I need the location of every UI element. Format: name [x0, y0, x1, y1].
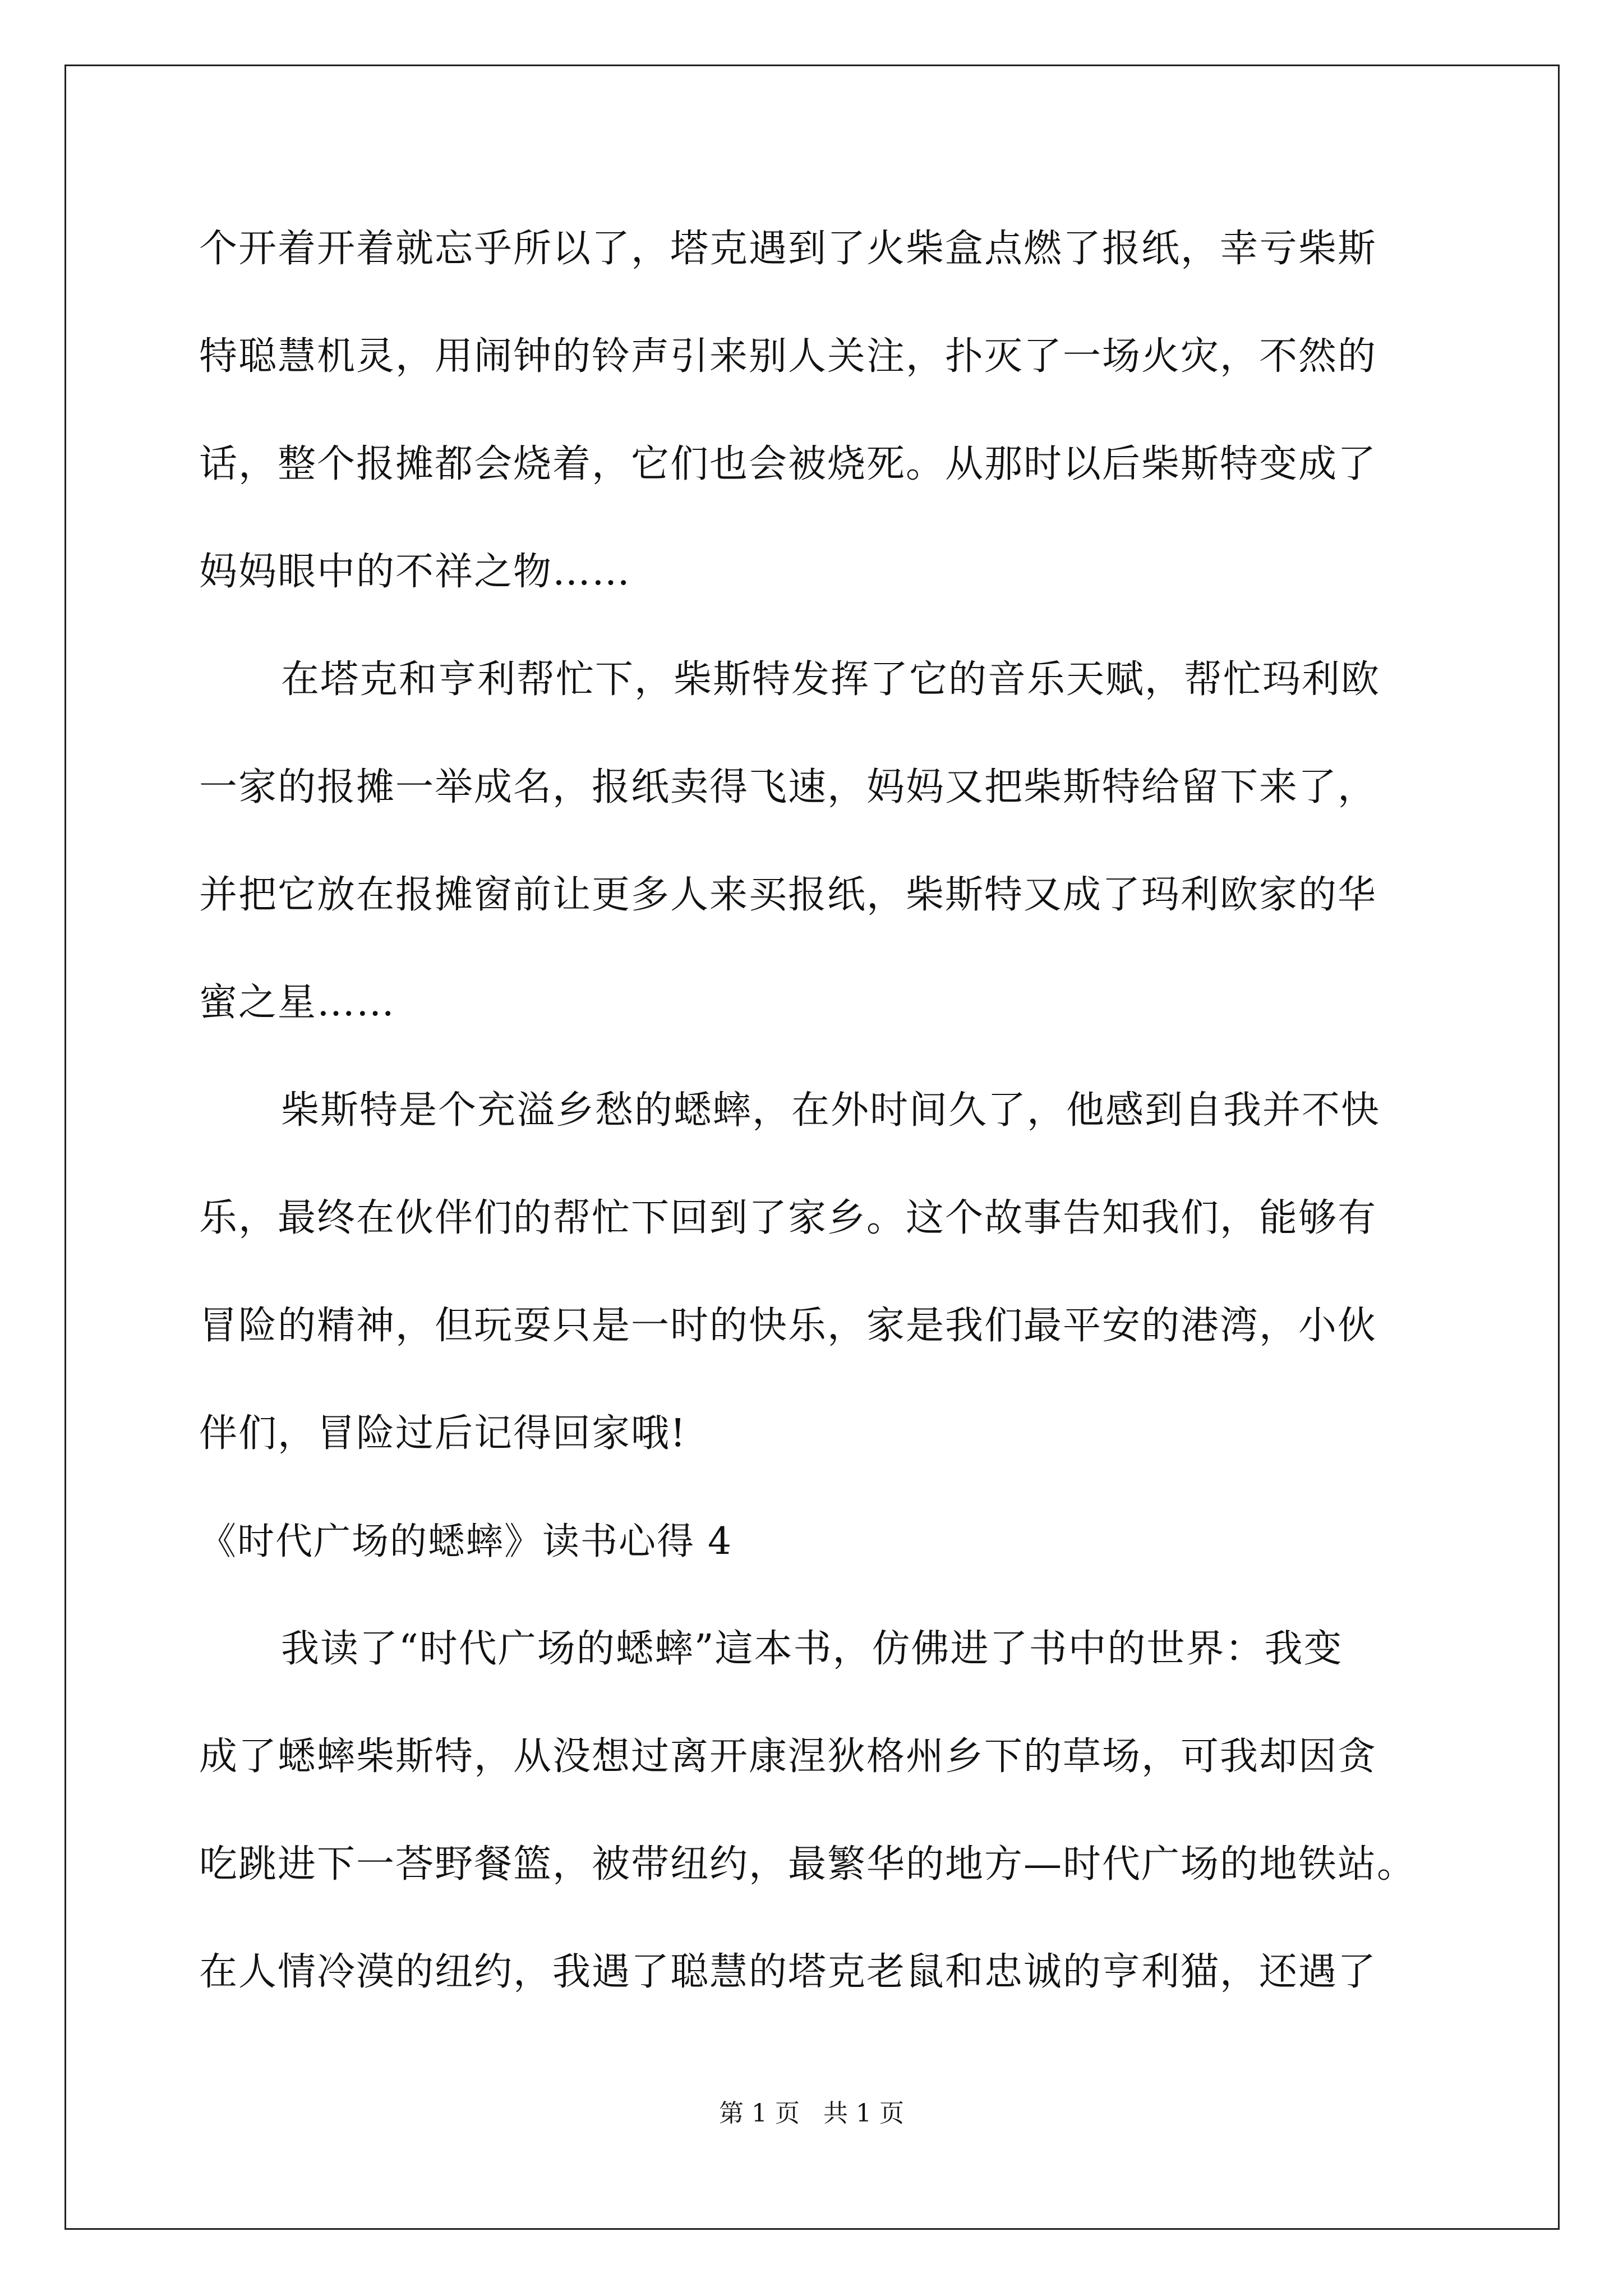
text-line: 伴们，冒险过后记得回家哦! — [199, 1411, 687, 1456]
text-line: 在人情冷漠的纽约，我遇了聪慧的塔克老鼠和忠诚的亨利猫，还遇了 — [199, 1950, 1377, 1994]
text-line: 一家的报摊一举成名，报纸卖得飞速，妈妈又把柴斯特给留下来了， — [199, 765, 1377, 809]
text-line: 吃跳进下一荅野餐篮，被带纽约，最繁华的地方—时代广场的地铁站。 — [199, 1842, 1417, 1887]
text-line: 我读了“时代广场的蟋蟀”這本书，仿佛进了书中的世界：我变 — [281, 1627, 1343, 1671]
text-line: 特聪慧机灵，用闹钟的铃声引来别人关注，扑灭了一场火灾，不然的 — [199, 334, 1377, 379]
text-line: 在塔克和亨利帮忙下，柴斯特发挥了它的音乐天赋，帮忙玛利欧 — [281, 657, 1381, 702]
text-line: 柴斯特是个充溢乡愁的蟋蟀，在外时间久了，他感到自我并不快 — [281, 1088, 1381, 1133]
paragraph-4 — [199, 1595, 1483, 2026]
document-body — [199, 195, 1483, 2026]
text-line: 个开着开着就忘乎所以了，塔克遇到了火柴盒点燃了报纸，幸亏柴斯 — [199, 227, 1377, 271]
paragraph-2 — [199, 626, 1483, 1057]
paragraph-1 — [199, 195, 1483, 626]
text-line: 乐，最终在伙伴们的帮忙下回到了家乡。这个故事告知我们，能够有 — [199, 1196, 1377, 1240]
paragraph-3 — [199, 1057, 1483, 1488]
text-line: 冒险的精神，但玩耍只是一时的快乐，家是我们最平安的港湾，小伙 — [199, 1304, 1377, 1348]
text-line: 话，整个报摊都会烧着，它们也会被烧死。从那时以后柴斯特变成了 — [199, 442, 1377, 486]
text-line: 并把它放在报摊窗前让更多人来买报纸，柴斯特又成了玛利欧家的华 — [199, 873, 1377, 917]
section-heading: 《时代广场的蟋蟀》读书心得 4 — [199, 1520, 732, 1563]
page-footer: 第 1 页 共 1 页 — [719, 2099, 904, 2128]
text-line: 妈妈眼中的不祥之物…… — [199, 550, 631, 594]
text-line: 成了蟋蟀柴斯特，从没想过离开康涅狄格州乡下的草场，可我却因贪 — [199, 1734, 1377, 1779]
text-line: 蜜之星…… — [199, 981, 396, 1025]
